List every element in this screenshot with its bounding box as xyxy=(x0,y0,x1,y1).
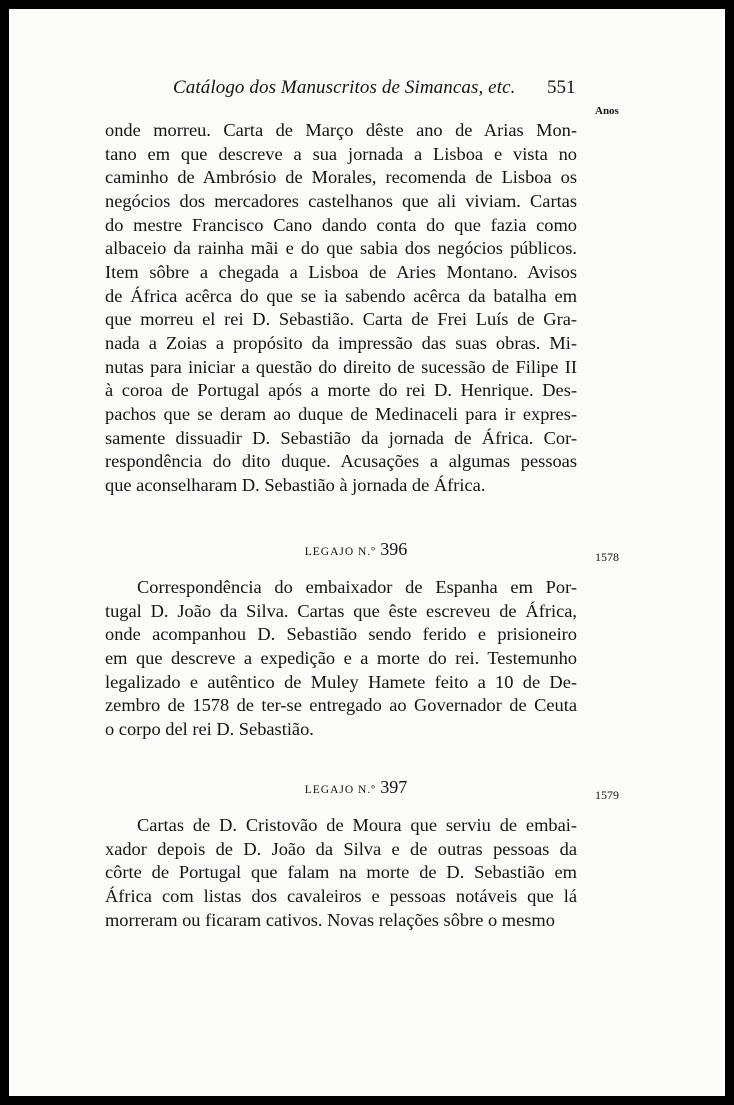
margin-year-1578: 1578 xyxy=(595,550,619,564)
text-line: tugal D. João da Silva. Cartas que êste escreveu de África, xyxy=(105,600,577,621)
text-line: samente dissuadir D. Sebastião da jornada de África. Cor- xyxy=(105,427,577,448)
text-line: onde morreu. Carta de Março dêste ano de Arias Mon- xyxy=(105,120,577,140)
text-line: Cartas de D. Cristovão de Moura que serviu de embai- xyxy=(137,815,577,835)
paragraph-legajo-396 xyxy=(105,576,577,742)
paragraph-legajo-397 xyxy=(105,814,577,932)
margin-label-anos: Anos xyxy=(595,105,619,117)
text-line: onde acompanhou D. Sebastião sendo ferido e prisioneiro xyxy=(105,624,577,645)
text-line: do mestre Francisco Cano dando conta do que fazia como xyxy=(105,214,577,235)
text-line: tano em que descreve a sua jornada a Lisboa e vista no xyxy=(105,143,577,164)
text-line: que aconselharam D. Sebastião à jornada de África. xyxy=(105,474,486,495)
text-line: à coroa de Portugal após a morte do rei D. Henrique. Des- xyxy=(105,380,577,401)
text-line: albaceio da rainha mãi e do que sabia dos negócios públicos. xyxy=(105,238,577,259)
text-line: legalizado e autêntico de Muley Hamete feito a 10 de De- xyxy=(105,671,577,692)
text-line: nutas para iniciar a questão do direito de sucessão de Filipe II xyxy=(105,356,577,377)
document-page xyxy=(9,9,725,1096)
text-line: pachos que se deram ao duque de Medinaceli para ir expres- xyxy=(105,403,577,424)
text-line: África com listas dos cavaleiros e pessoas notáveis que lá xyxy=(105,885,577,906)
text-line: côrte de Portugal que falam na morte de D. Sebastião em xyxy=(105,862,577,883)
legajo-number: 396 xyxy=(380,539,408,559)
text-line: em que descreve a expedição e a morte do rei. Testemunho xyxy=(105,647,577,668)
page-number: 551 xyxy=(547,77,576,98)
text-line: o corpo del rei D. Sebastião. xyxy=(105,718,314,739)
text-line: nada a Zoias a propósito da impressão das suas obras. Mi- xyxy=(105,332,577,353)
paragraph-continuation xyxy=(105,119,577,498)
text-line: de África acêrca do que se ia sabendo acêrca da batalha em xyxy=(105,285,577,306)
legajo-label: LEGAJO N.º xyxy=(304,546,376,558)
text-line: zembro de 1578 de ter-se entregado ao Governador de Ceuta xyxy=(105,695,577,716)
running-title: Catálogo dos Manuscritos de Simancas, etc. xyxy=(173,77,516,98)
legajo-label: LEGAJO N.º xyxy=(304,784,376,796)
text-line: morreram ou ficaram cativos. Novas relações sôbre o mesmo xyxy=(105,909,555,930)
text-line: respondência do dito duque. Acusações a algumas pessoas xyxy=(105,451,577,472)
text-line: Item sôbre a chegada a Lisboa de Aries Montano. Avisos xyxy=(105,261,577,282)
text-line: que morreu el rei D. Sebastião. Carta de Frei Luís de Gra- xyxy=(105,309,577,330)
text-line: caminho de Ambrósio de Morales, recomenda de Lisboa os xyxy=(105,167,577,188)
legajo-number: 397 xyxy=(380,777,408,797)
margin-year-1579: 1579 xyxy=(595,788,619,802)
text-line: Correspondência do embaixador de Espanha em Por- xyxy=(137,577,577,597)
text-line: xador depois de D. João da Silva e de outras pessoas da xyxy=(105,838,577,859)
text-line: negócios dos mercadores castelhanos que ali viviam. Cartas xyxy=(105,190,577,211)
